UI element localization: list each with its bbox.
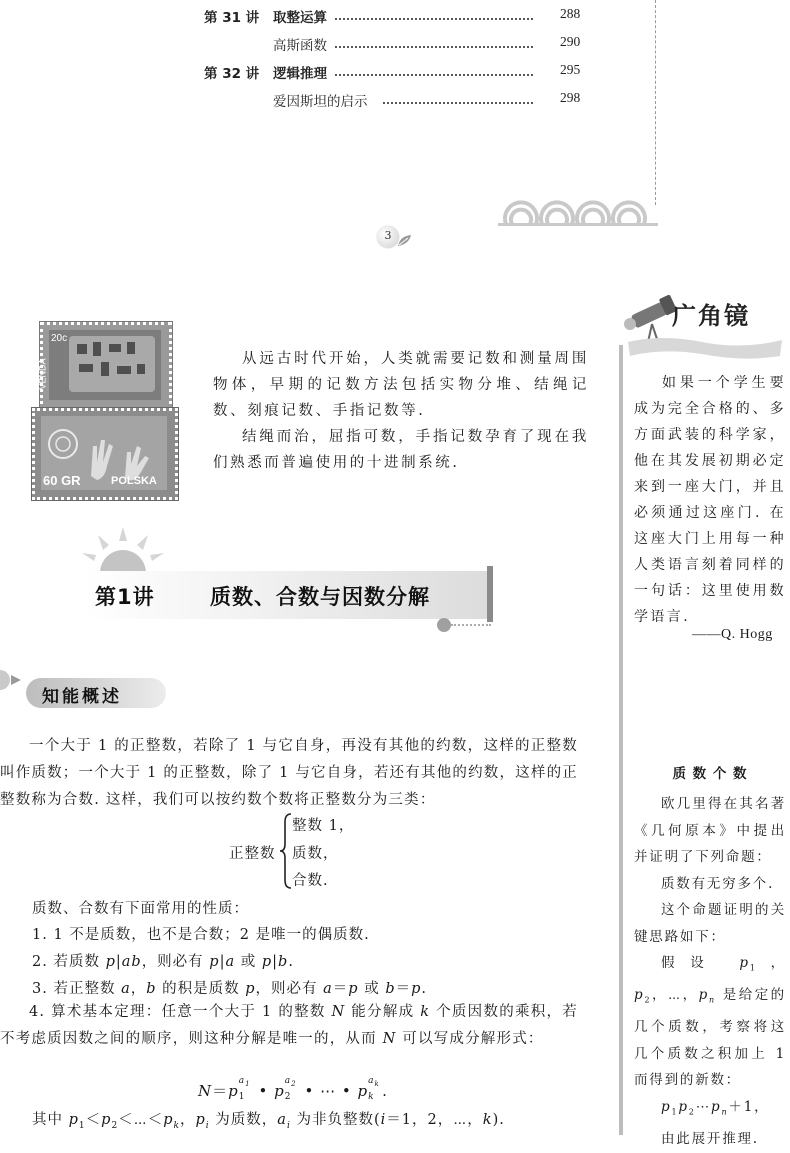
toc-title: 逻辑推理 [273, 66, 327, 82]
text: 4. 算术基本定理：任意一个大于 1 的整数 [29, 1004, 332, 1020]
math-var: p [348, 981, 359, 997]
classification-label: 正整数 [229, 846, 276, 862]
index-conditions [32, 1108, 505, 1131]
sub-sup [284, 1076, 299, 1102]
theorem-paragraph [0, 999, 578, 1053]
box-paragraph: 欧几里得在其名著《几何原本》中提出并证明了下列命题： [634, 796, 786, 865]
math-var: p [245, 981, 256, 997]
stamp-value: 60 GR [43, 473, 81, 488]
subscript: 1 [238, 1092, 246, 1102]
text: ). [492, 1112, 505, 1128]
math-var: p [209, 954, 220, 970]
text: a [238, 1076, 246, 1086]
toc-lecture-number: 第 31 讲 [204, 10, 260, 26]
subscript: 2 [644, 995, 652, 1005]
math-var: a [323, 981, 333, 997]
math-var: p [195, 1112, 206, 1128]
text: a [368, 1076, 375, 1086]
text: 个质因数的乘积，若不考虑质因数之间的顺序，则这种分解是唯一的，从而 [0, 1004, 578, 1047]
box-paragraph [634, 950, 786, 1094]
math-var: a [121, 981, 131, 997]
text: 假设 [661, 955, 740, 971]
left-brace-icon [279, 812, 293, 890]
text: 为质数， [209, 1112, 278, 1128]
text: . [382, 1082, 388, 1100]
toc-leader-dots [335, 18, 533, 20]
lecture-title: 质数、合数与因数分解 [210, 585, 430, 609]
math-var: i [380, 1112, 387, 1128]
math-var: k [482, 1112, 493, 1128]
math-var: p [698, 987, 710, 1004]
toc-entry[interactable] [0, 90, 790, 110]
box-paragraph: 质数有无穷多个. [661, 875, 775, 892]
quote-text: 如果一个学生要成为完全合格的、多方面武装的科学家，他在其发展初期必定来到一座大门，并且必须通过这座门. 在这座大门上用每一种人类语言刻着同样的一句话：这里使用数学语言. [634, 375, 786, 625]
math-var: a [225, 954, 236, 970]
property-4 [0, 999, 578, 1053]
intro-text [213, 346, 589, 476]
cuneiform-icon [69, 336, 155, 392]
stamp-venda [37, 322, 172, 410]
subscript: i [205, 1120, 210, 1131]
leaf-icon [396, 232, 414, 250]
text: ＜ [85, 1112, 102, 1128]
text: 的积是质数 [156, 981, 246, 997]
math-var: p [411, 981, 422, 997]
subscript: k [173, 1120, 180, 1131]
classification-item: 合数. [292, 873, 329, 889]
text: ，⋯， [651, 987, 699, 1004]
sidebar-box-title: 质 数 个 数 [672, 766, 748, 782]
superscript [239, 1076, 251, 1088]
property-2 [32, 950, 294, 971]
text: • [336, 1082, 358, 1100]
text: | [272, 954, 279, 970]
box-paragraph: 这个命题证明的关键思路如下： [634, 902, 786, 945]
stamp-country: VENDA [37, 358, 48, 390]
page-border-line [655, 0, 656, 205]
text: ＜⋯＜ [118, 1112, 164, 1128]
toc-page-number: 288 [560, 6, 581, 21]
text: ，则必有 [141, 954, 210, 970]
text: ＝ [212, 1082, 229, 1100]
toc-leader-dots [335, 46, 533, 48]
banner-edge-bar [487, 566, 493, 622]
text: • [298, 1082, 321, 1100]
toc-leader-dots [335, 74, 533, 76]
subscript: n [721, 1107, 729, 1117]
text: 或 [235, 954, 262, 970]
decorative-swirl-ornament [498, 190, 658, 226]
banner-dotted-line [451, 624, 491, 626]
math-var: p [101, 1112, 112, 1128]
toc-entry[interactable] [0, 62, 790, 82]
subscript: k [368, 1092, 375, 1102]
factorization-formula [198, 1076, 388, 1102]
toc-title: 爱因斯坦的启示 [273, 94, 368, 110]
text: ＋1， [728, 1098, 770, 1115]
text: ， [756, 955, 786, 971]
math-var: b [385, 981, 396, 997]
body-text [0, 733, 578, 814]
math-var: a [277, 1112, 287, 1128]
math-var: p [678, 1098, 689, 1115]
subscript: 2 [111, 1120, 119, 1131]
math-var: p [739, 955, 750, 971]
text: | [115, 954, 122, 970]
math-var: p [357, 1082, 369, 1100]
toc-page-number: 295 [560, 62, 581, 77]
quote-author: ——Q. Hogg [692, 627, 773, 642]
toc-leader-dots [383, 102, 533, 104]
math-var: p [661, 1098, 672, 1115]
text: ， [130, 981, 147, 997]
text: ，则必有 [255, 981, 324, 997]
subscript: 1 [671, 1107, 679, 1117]
math-var: ab [121, 954, 142, 970]
subscript: i [286, 1120, 291, 1131]
banner-dot [437, 618, 451, 632]
properties-intro: 质数、合数有下面常用的性质： [32, 901, 249, 917]
math-var: N [382, 1031, 397, 1047]
superscript [285, 1076, 297, 1088]
text: k [374, 1079, 380, 1088]
math-var: b [146, 981, 157, 997]
text: 能分解成 [345, 1004, 421, 1020]
math-var: p [68, 1112, 79, 1128]
sub-sup [238, 1076, 253, 1102]
math-var: b [278, 954, 289, 970]
text: 2 [291, 1079, 297, 1088]
property-1: 1. 1 不是质数，也不是合数；2 是唯一的偶质数. [32, 927, 370, 943]
classification-item: 质数， [292, 846, 339, 862]
text: ⋯ [695, 1098, 711, 1115]
intro-paragraph: 从远古时代开始，人类就需要记数和测量周围物体，早期的记数方法包括实物分堆、结绳记数、刻痕记数、手指记数等. [213, 351, 589, 419]
text: . [288, 954, 294, 970]
subscript: 2 [284, 1092, 292, 1102]
text: ＝ [395, 981, 412, 997]
toc-page-number: 298 [560, 90, 581, 105]
text: • [252, 1082, 275, 1100]
math-var: p [711, 1098, 722, 1115]
sidebar-box-text [634, 791, 786, 1153]
lecture-title-banner [85, 571, 487, 619]
math-var: k [420, 1004, 431, 1020]
tablet-shape [69, 336, 155, 392]
classification-item: 整数 1， [292, 818, 355, 834]
text: 3. 若正整数 [32, 981, 122, 997]
sidebar-quote [634, 370, 786, 630]
subscript: 1 [749, 963, 757, 973]
property-3 [32, 977, 427, 998]
toc-entry[interactable] [0, 34, 790, 54]
sub-sup [368, 1076, 382, 1102]
text: 或 [358, 981, 386, 997]
text: ⋯ [320, 1082, 337, 1100]
text: a [284, 1076, 292, 1086]
section-header [26, 678, 166, 708]
play-icon [10, 674, 22, 686]
text: 1 [245, 1079, 251, 1088]
text: 是给定的几个质数，考察将这几个质数之积加上 1 而得到的新数： [634, 987, 786, 1089]
text: 2. 若质数 [32, 954, 106, 970]
stamp-country: POLSKA [111, 475, 157, 487]
toc-entry[interactable] [0, 6, 790, 26]
superscript [368, 1076, 380, 1088]
text: ， [180, 1112, 196, 1128]
math-var: p [634, 987, 645, 1004]
subscript: n [709, 995, 716, 1005]
box-paragraph: 由此展开推理. [661, 1131, 759, 1148]
intro-paragraph: 结绳而治，屈指可数，手指记数孕育了现在我们熟悉而普遍使用的十进制系统. [213, 429, 589, 471]
definition-paragraph: 一个大于 1 的正整数，若除了 1 与它自身，再没有其他的约数，这样的正整数叫作质数；一个大于 1 的正整数，除了 1 与它自身，若还有其他的约数，这样的正整数称为合数. 这样，我们可以按约数个数将正整数分为三类： [0, 738, 578, 808]
subscript: 2 [688, 1107, 696, 1117]
text: . [421, 981, 428, 997]
text: ＝1，2，⋯， [386, 1112, 483, 1128]
text: ＝ [332, 981, 349, 997]
lecture-number: 第1讲 [95, 585, 155, 609]
stamp-value: 20c [51, 333, 68, 344]
math-var: p [228, 1082, 239, 1100]
stamp-polska [32, 408, 178, 500]
box-expression [634, 1094, 786, 1126]
text: | [219, 954, 226, 970]
subscript: 1 [78, 1120, 86, 1131]
math-var: p [105, 954, 116, 970]
math-var: p [274, 1082, 285, 1100]
page-number: 3 [384, 229, 392, 242]
section-title: 知能概述 [42, 687, 122, 707]
text: 可以写成分解形式： [396, 1031, 544, 1047]
math-var: p [163, 1112, 174, 1128]
toc-lecture-number: 第 32 讲 [204, 66, 260, 82]
sidebar-heading: 广角镜 [672, 302, 750, 330]
text: 为非负整数( [290, 1112, 381, 1128]
text: 其中 [32, 1112, 69, 1128]
section-marker [0, 670, 10, 690]
sidebar-border [619, 345, 623, 1135]
math-var: p [261, 954, 273, 970]
math-var: N [198, 1082, 213, 1100]
sun-icon [78, 525, 168, 573]
math-var: N [331, 1004, 346, 1020]
toc-title: 高斯函数 [273, 38, 327, 54]
toc-title: 取整运算 [273, 10, 327, 26]
toc-page-number: 290 [560, 34, 581, 49]
